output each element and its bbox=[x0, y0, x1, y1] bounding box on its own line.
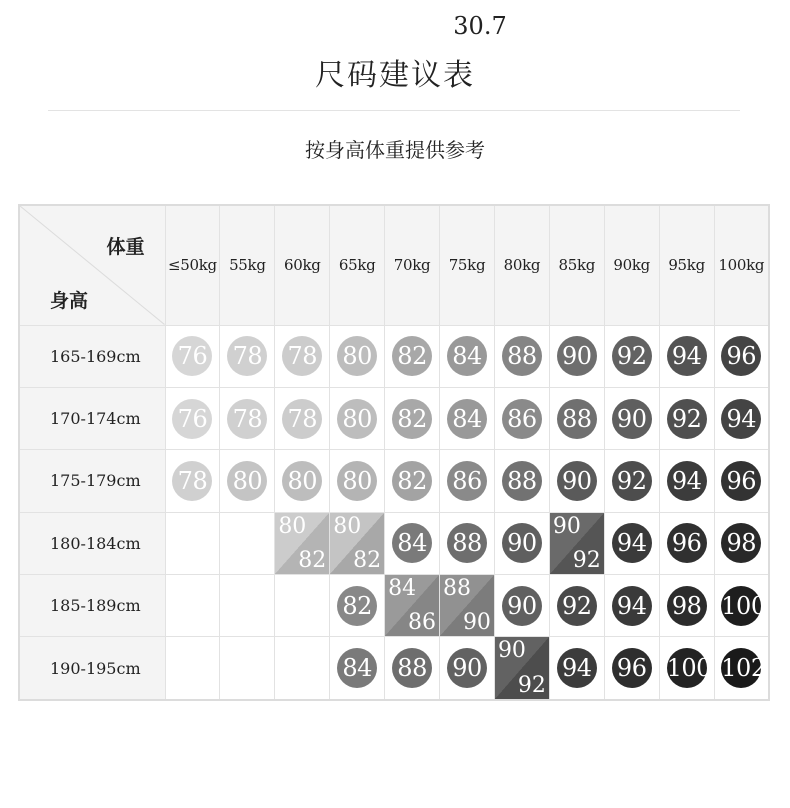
size-cell bbox=[659, 512, 714, 574]
weight-header-cell: 90kg bbox=[604, 205, 659, 325]
height-label: 185-189cm bbox=[19, 574, 165, 636]
size-option-bottom: 86 bbox=[408, 610, 437, 636]
size-cell bbox=[494, 637, 549, 700]
size-cell bbox=[440, 637, 495, 700]
size-badge: 90 bbox=[502, 523, 542, 563]
size-cell bbox=[440, 512, 495, 574]
size-option-bottom: 92 bbox=[517, 673, 546, 698]
weight-header-row bbox=[19, 205, 769, 325]
height-label: 165-169cm bbox=[19, 325, 165, 387]
size-cell bbox=[659, 387, 714, 449]
size-cell bbox=[220, 325, 275, 387]
size-badge: 84 bbox=[447, 399, 487, 439]
size-cell bbox=[440, 387, 495, 449]
size-badge: 94 bbox=[612, 586, 652, 626]
table-row bbox=[19, 637, 769, 700]
weight-header-cell: 55kg bbox=[220, 205, 275, 325]
size-cell bbox=[549, 637, 604, 700]
size-cell bbox=[220, 637, 275, 700]
size-chart-table bbox=[18, 204, 770, 701]
size-cell bbox=[275, 574, 330, 636]
size-badge: 76 bbox=[172, 336, 212, 376]
size-cell bbox=[385, 325, 440, 387]
weight-header-cell: 95kg bbox=[659, 205, 714, 325]
table-row bbox=[19, 512, 769, 574]
version-number: 30.7 bbox=[453, 12, 507, 40]
size-badge: 78 bbox=[172, 461, 212, 501]
size-option-top: 80 bbox=[278, 513, 307, 539]
size-badge: 82 bbox=[392, 336, 432, 376]
size-badge: 90 bbox=[557, 336, 597, 376]
weight-header-cell: 80kg bbox=[494, 205, 549, 325]
size-badge: 84 bbox=[392, 523, 432, 563]
size-cell bbox=[385, 387, 440, 449]
size-badge: 96 bbox=[721, 461, 761, 501]
size-cell bbox=[494, 325, 549, 387]
corner-diagonal bbox=[20, 206, 165, 325]
size-cell bbox=[330, 450, 385, 512]
size-cell bbox=[165, 325, 220, 387]
size-cell bbox=[385, 637, 440, 700]
size-badge: 100 bbox=[667, 648, 707, 688]
size-cell bbox=[165, 450, 220, 512]
size-badge: 76 bbox=[172, 399, 212, 439]
size-cell bbox=[330, 574, 385, 636]
size-cell bbox=[330, 325, 385, 387]
size-badge: 82 bbox=[392, 461, 432, 501]
size-cell bbox=[494, 450, 549, 512]
size-badge: 94 bbox=[667, 336, 707, 376]
height-label: 180-184cm bbox=[19, 512, 165, 574]
size-badge: 94 bbox=[667, 461, 707, 501]
split-size-cell bbox=[550, 513, 604, 574]
size-badge: 86 bbox=[502, 399, 542, 439]
size-badge: 88 bbox=[557, 399, 597, 439]
split-size-cell bbox=[385, 575, 439, 636]
size-cell bbox=[549, 387, 604, 449]
size-cell bbox=[330, 387, 385, 449]
height-label: 170-174cm bbox=[19, 387, 165, 449]
divider bbox=[48, 110, 740, 111]
size-cell bbox=[714, 387, 769, 449]
size-badge: 92 bbox=[667, 399, 707, 439]
size-cell bbox=[659, 637, 714, 700]
size-cell bbox=[549, 574, 604, 636]
size-badge: 88 bbox=[502, 461, 542, 501]
size-option-bottom: 82 bbox=[298, 547, 327, 573]
size-cell bbox=[440, 574, 495, 636]
size-option-top: 90 bbox=[497, 638, 526, 664]
size-cell bbox=[275, 512, 330, 574]
size-badge: 88 bbox=[502, 336, 542, 376]
page-subtitle: 按身高体重提供参考 bbox=[305, 138, 485, 162]
size-cell bbox=[714, 574, 769, 636]
size-option-bottom: 90 bbox=[462, 610, 491, 636]
size-cell bbox=[604, 325, 659, 387]
table-row bbox=[19, 387, 769, 449]
table-row bbox=[19, 450, 769, 512]
size-badge: 92 bbox=[612, 336, 652, 376]
size-badge: 94 bbox=[612, 523, 652, 563]
size-badge: 82 bbox=[392, 399, 432, 439]
size-badge: 100 bbox=[721, 586, 761, 626]
size-option-bottom: 82 bbox=[353, 547, 382, 573]
size-cell bbox=[659, 325, 714, 387]
size-badge: 86 bbox=[447, 461, 487, 501]
size-cell bbox=[604, 637, 659, 700]
size-badge: 84 bbox=[447, 336, 487, 376]
size-option-top: 80 bbox=[333, 513, 362, 539]
weight-header-cell: 65kg bbox=[330, 205, 385, 325]
size-cell bbox=[165, 637, 220, 700]
weight-header-cell: 85kg bbox=[549, 205, 604, 325]
size-badge: 90 bbox=[502, 586, 542, 626]
size-cell bbox=[385, 450, 440, 512]
size-badge: 78 bbox=[282, 336, 322, 376]
size-cell bbox=[330, 512, 385, 574]
size-cell bbox=[604, 512, 659, 574]
size-cell bbox=[220, 387, 275, 449]
size-badge: 92 bbox=[557, 586, 597, 626]
split-size-cell bbox=[275, 513, 329, 574]
weight-header-cell: 70kg bbox=[385, 205, 440, 325]
size-badge: 80 bbox=[337, 399, 377, 439]
size-cell bbox=[549, 450, 604, 512]
size-cell bbox=[220, 512, 275, 574]
size-badge: 78 bbox=[227, 336, 267, 376]
size-badge: 80 bbox=[337, 461, 377, 501]
size-cell bbox=[440, 325, 495, 387]
size-badge: 80 bbox=[227, 461, 267, 501]
size-badge: 78 bbox=[282, 399, 322, 439]
size-cell bbox=[275, 637, 330, 700]
weight-header-cell: 60kg bbox=[275, 205, 330, 325]
height-axis-label: 身高 bbox=[50, 289, 89, 312]
size-cell bbox=[604, 387, 659, 449]
size-cell bbox=[714, 637, 769, 700]
size-badge: 94 bbox=[721, 399, 761, 439]
size-badge: 92 bbox=[612, 461, 652, 501]
page-title: 尺码建议表 bbox=[315, 58, 475, 93]
size-badge: 98 bbox=[667, 586, 707, 626]
size-cell bbox=[494, 387, 549, 449]
size-cell bbox=[165, 512, 220, 574]
size-badge: 96 bbox=[721, 336, 761, 376]
size-cell bbox=[714, 512, 769, 574]
split-size-cell bbox=[440, 575, 494, 636]
size-cell bbox=[275, 325, 330, 387]
size-cell bbox=[220, 450, 275, 512]
height-label: 175-179cm bbox=[19, 450, 165, 512]
split-size-cell bbox=[330, 513, 384, 574]
size-badge: 88 bbox=[447, 523, 487, 563]
size-badge: 96 bbox=[612, 648, 652, 688]
size-option-top: 88 bbox=[443, 575, 472, 601]
size-badge: 94 bbox=[557, 648, 597, 688]
height-label: 190-195cm bbox=[19, 637, 165, 700]
size-cell bbox=[714, 450, 769, 512]
size-option-top: 90 bbox=[552, 513, 581, 539]
size-cell bbox=[275, 450, 330, 512]
size-badge: 80 bbox=[282, 461, 322, 501]
size-cell bbox=[494, 574, 549, 636]
size-badge: 78 bbox=[227, 399, 267, 439]
size-cell bbox=[659, 450, 714, 512]
size-cell bbox=[494, 512, 549, 574]
weight-header-cell: 75kg bbox=[440, 205, 495, 325]
size-cell bbox=[220, 574, 275, 636]
size-cell bbox=[385, 512, 440, 574]
size-cell bbox=[604, 450, 659, 512]
size-badge: 90 bbox=[612, 399, 652, 439]
size-cell bbox=[549, 325, 604, 387]
size-cell bbox=[714, 325, 769, 387]
size-cell bbox=[440, 450, 495, 512]
size-option-bottom: 92 bbox=[572, 547, 601, 573]
size-badge: 96 bbox=[667, 523, 707, 563]
size-badge: 82 bbox=[337, 586, 377, 626]
size-cell bbox=[604, 574, 659, 636]
size-badge: 88 bbox=[392, 648, 432, 688]
size-badge: 90 bbox=[557, 461, 597, 501]
size-cell bbox=[549, 512, 604, 574]
weight-header-cell: 100kg bbox=[714, 205, 769, 325]
size-cell bbox=[275, 387, 330, 449]
size-option-top: 84 bbox=[388, 575, 417, 601]
corner-cell bbox=[19, 205, 165, 325]
size-badge: 102 bbox=[721, 648, 761, 688]
table-row bbox=[19, 325, 769, 387]
size-badge: 90 bbox=[447, 648, 487, 688]
weight-header-cell: ≤50kg bbox=[165, 205, 220, 325]
split-size-cell bbox=[495, 637, 549, 699]
table-row bbox=[19, 574, 769, 636]
size-cell bbox=[165, 574, 220, 636]
size-cell bbox=[659, 574, 714, 636]
size-cell bbox=[385, 574, 440, 636]
size-badge: 80 bbox=[337, 336, 377, 376]
size-badge: 84 bbox=[337, 648, 377, 688]
size-cell bbox=[165, 387, 220, 449]
size-cell bbox=[330, 637, 385, 700]
weight-axis-label: 体重 bbox=[106, 236, 145, 258]
size-badge: 98 bbox=[721, 523, 761, 563]
